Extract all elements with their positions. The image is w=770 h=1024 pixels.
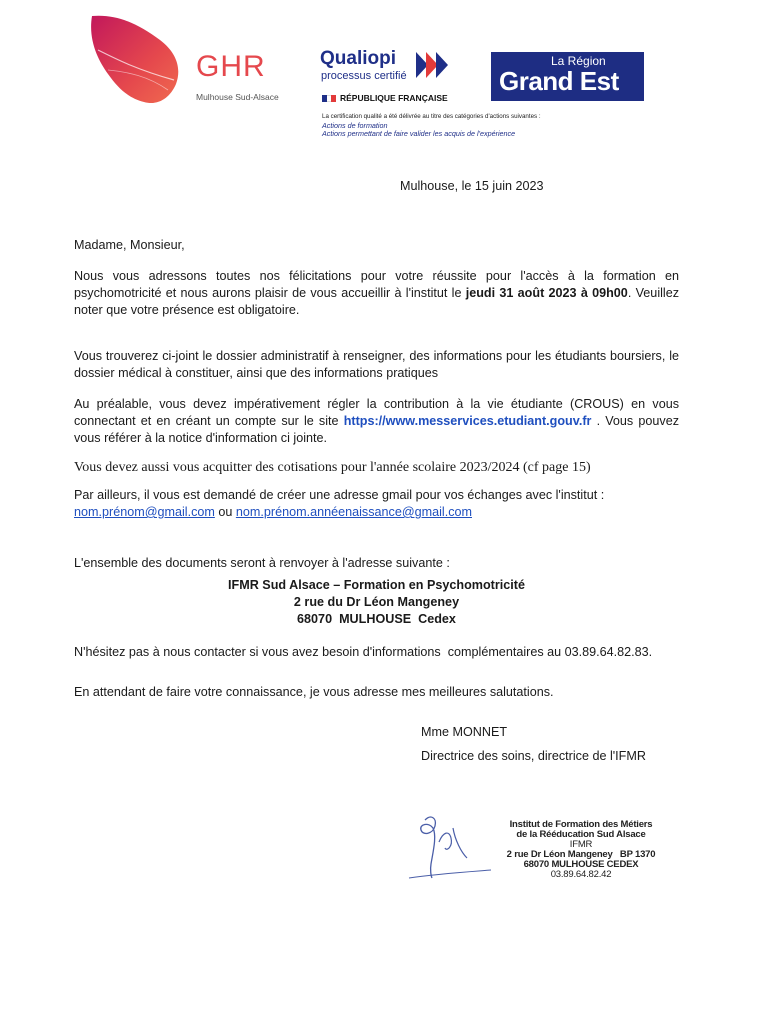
paragraph-gmail [74, 487, 679, 521]
ghr-emblem-icon [78, 10, 188, 110]
crous-url-link[interactable]: https://www.messervices.etudiant.gouv.fr [343, 414, 592, 428]
address-line1: IFMR Sud Alsace – Formation en Psychomotricité [228, 578, 525, 592]
qualiopi-arrows-icon [416, 50, 450, 80]
welcome-date: jeudi 31 août 2023 à 09h00 [465, 286, 628, 300]
welcome-text-b: . Veuillez noter que votre présence est obligatoire. [74, 286, 680, 317]
email-example-2-link[interactable]: nom.prénom.annéenaissance@gmail.com [235, 505, 472, 519]
gmail-text: Par ailleurs, il vous est demandé de créer une adresse gmail pour vos échanges avec l'institut : [74, 488, 605, 502]
paragraph-return-address: L'ensemble des documents seront à renvoyer à l'adresse suivante : [74, 556, 450, 570]
qualiopi-tagline: processus certifié [321, 70, 407, 82]
certification-line3: Actions permettant de faire valider les acquis de l'expérience [322, 129, 516, 138]
email-or: ou [214, 505, 236, 519]
handwritten-signature [405, 812, 495, 882]
region-line1: La Région [551, 54, 606, 68]
stamp-line5: 68070 MULHOUSE CEDEX [523, 859, 639, 870]
certification-line2: Actions de formation [322, 120, 388, 130]
french-flag-icon [322, 95, 336, 102]
address-line3: 68070 MULHOUSE Cedex [297, 612, 456, 626]
address-line2: 2 rue du Dr Léon Mangeney [293, 595, 460, 609]
signer-title: Directrice des soins, directrice de l'IFMR [421, 749, 646, 763]
certification-line1: La certification qualité a été délivrée au titre des catégories d'actions suivantes : [322, 113, 541, 120]
stamp-line6: 03.89.64.82.42 [550, 869, 612, 880]
salutation: Madame, Monsieur, [74, 238, 185, 252]
paragraph-attachments: Vous trouverez ci-joint le dossier administratif à renseigner, des informations pour les étudiants boursiers, le dossier médical à constituer, ainsi que des informations pratiques [74, 349, 679, 380]
signer-name: Mme MONNET [421, 725, 508, 739]
region-line2: Grand Est [499, 66, 619, 96]
crous-text-a: Au préalable, vous devez impérativement régler la contribution à la vie étudiante (CROUS) en vous connectant et en créant un compte sur le site [74, 397, 679, 428]
crous-text-b: . Vous pouvez vous référer à la notice d'information ci jointe. [74, 414, 679, 445]
paragraph-contact: N'hésitez pas à nous contacter si vous avez besoin d'informations complémentaires au 03.89.64.82.83. [74, 645, 653, 659]
stamp-line4: 2 rue Dr Léon Mangeney BP 1370 [506, 849, 656, 860]
stamp-line3: IFMR [569, 839, 593, 850]
paragraph-welcome [74, 268, 679, 319]
qualiopi-name: Qualiopi [320, 48, 396, 69]
ghr-subtitle: Mulhouse Sud-Alsace [196, 92, 279, 102]
email-example-1-link[interactable]: nom.prénom@gmail.com [74, 505, 215, 519]
stamp-line1: Institut de Formation des Métiers [509, 819, 653, 830]
paragraph-closing: En attendant de faire votre connaissance, je vous adresse mes meilleures salutations. [74, 685, 554, 699]
paragraph-cotisations: Vous devez aussi vous acquitter des cotisations pour l'année scolaire 2023/2024 (cf page 15) [74, 460, 591, 475]
stamp-line2: de la Rééducation Sud Alsace [516, 829, 646, 840]
certification-note [322, 113, 582, 139]
qualiopi-logo [320, 48, 460, 108]
place-date: Mulhouse, le 15 juin 2023 [400, 179, 544, 193]
ghr-logo [78, 10, 298, 110]
paragraph-crous [74, 396, 679, 447]
welcome-text-a: Nous vous adressons toutes nos félicitations pour votre réussite pour l'accès à la formation en psychomotricité et nous aurons plaisir de vous accueillir à l'institut le [74, 269, 679, 300]
region-grand-est-logo [491, 52, 644, 101]
ghr-name: GHR [196, 50, 266, 83]
republique-label: RÉPUBLIQUE FRANÇAISE [340, 93, 448, 103]
institution-stamp [496, 820, 666, 880]
